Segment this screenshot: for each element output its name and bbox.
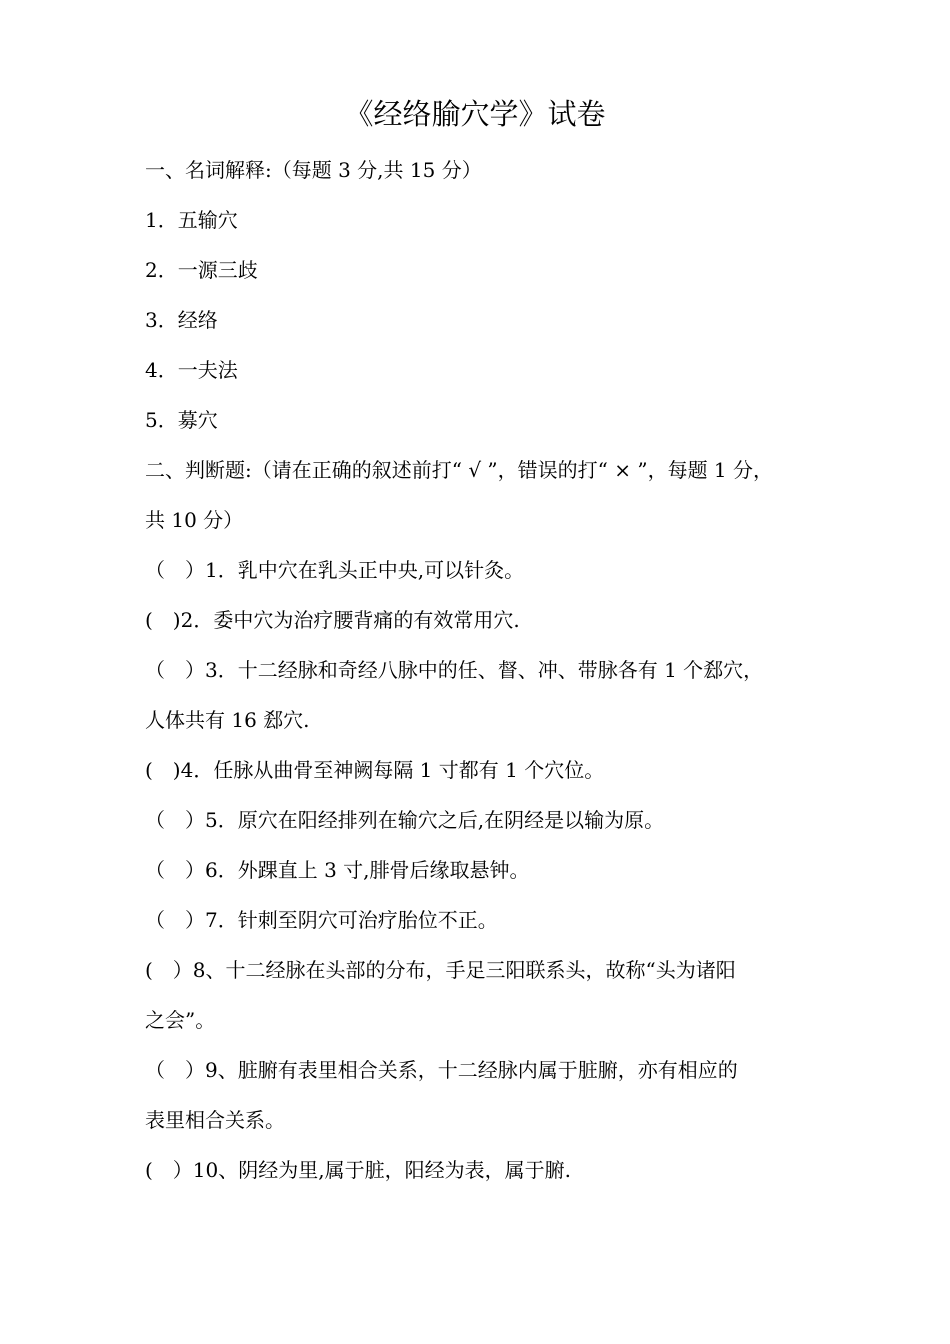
judge-item-10: ( ）10、阴经为里,属于脏，阳经为表，属于腑. [145, 1158, 571, 1182]
term-item-3: 3．经络 [145, 308, 218, 332]
judge-item-7: （ ）7．针刺至阴穴可治疗胎位不正。 [145, 908, 498, 932]
exam-title: 《经络腧穴学》试卷 [344, 97, 606, 131]
term-item-1: 1．五输穴 [145, 208, 238, 232]
judge-item-3: （ ）3．十二经脉和奇经八脉中的任、督、冲、带脉各有 1 个郄穴， [145, 658, 764, 682]
section1-heading: 一、名词解释:（每题 3 分,共 15 分） [145, 158, 482, 182]
judge-item-1: （ ）1．乳中穴在乳头正中央,可以针灸。 [145, 558, 525, 582]
term-item-5: 5．募穴 [145, 408, 218, 432]
term-item-4: 4．一夫法 [145, 358, 238, 382]
term-item-2: 2．一源三歧 [145, 258, 258, 282]
judge-item-2: ( )2．委中穴为治疗腰背痛的有效常用穴. [145, 608, 520, 632]
section2-heading-line2: 共 10 分） [145, 508, 244, 532]
section2-heading-line1: 二、判断题:（请在正确的叙述前打“ √ ”，错误的打“ × ”，每题 1 分， [145, 458, 774, 482]
judge-item-9-cont: 表里相合关系。 [145, 1108, 285, 1132]
judge-item-9: （ ）9、脏腑有表里相合关系，十二经脉内属于脏腑，亦有相应的 [145, 1058, 738, 1082]
judge-item-5: （ ）5．原穴在阳经排列在输穴之后,在阴经是以输为原。 [145, 808, 665, 832]
judge-item-3-cont: 人体共有 16 郄穴. [145, 708, 310, 732]
judge-item-8-cont: 之会”。 [145, 1008, 216, 1032]
judge-item-6: （ ）6．外踝直上 3 寸,腓骨后缘取悬钟。 [145, 858, 530, 882]
judge-item-8: ( ）8、十二经脉在头部的分布，手足三阳联系头，故称“头为诸阳 [145, 958, 736, 982]
judge-item-4: ( )4．任脉从曲骨至神阙每隔 1 寸都有 1 个穴位。 [145, 758, 605, 782]
